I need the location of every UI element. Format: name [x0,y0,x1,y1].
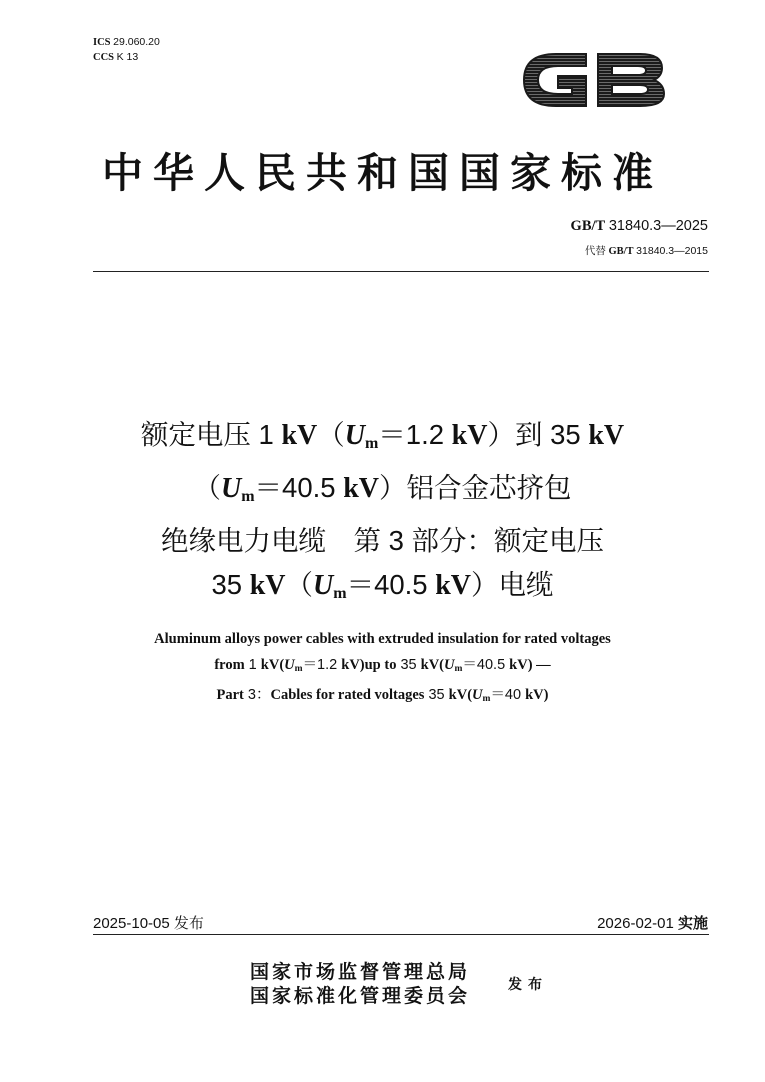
ics-code: ICS 29.060.20 [93,36,160,48]
ccs-code: CCS K 13 [93,51,139,63]
standard-title: 中华人民共和国国家标准 [102,149,663,197]
gb-logo [516,40,670,120]
title-cn-line-4: 35 $kV(U_m=40.5$ kV）电缆 [211,569,554,602]
issue-date: 2025-10-05 发布 [93,915,204,932]
replaces-note: 代替 GB/T 31840.3—2015 [584,245,708,257]
implementation-date: 2026-02-01 实施 [597,915,708,932]
issuing-authorities [250,960,470,1008]
title-chinese [0,413,765,616]
title-english [0,626,765,712]
title-en-line-1: Aluminum alloys power cables with extruded insulation for rated voltages [154,631,611,647]
header-divider [93,271,709,272]
footer-divider [93,934,709,935]
title-en-line-3: Part 3：Cables for rated voltages 35 $kV(U_m=40$ kV) [216,687,549,704]
standard-number: GB/T 31840.3—2025 [570,218,708,234]
issuer-samr: 国家市场监督管理总局 [250,961,471,983]
issuer-sac: 国家标准化管理委员会 [250,985,471,1007]
title-cn-line-3: 绝缘电力电缆 第 3 部分：额定电压 [160,525,605,556]
issued-label: 发布 [508,977,548,993]
title-cn-line-1: 额定电压 1 $kV(U_m=1.2$ kV）到 35 kV [140,419,625,452]
classification-codes [93,35,160,65]
title-cn-line-2: （$U_m=40.5$ kV）铝合金芯挤包 [193,472,572,505]
title-en-line-2: from 1 $kV(U_m=1.2$ kV)up to 35 $kV(U_m=40.5$ kV) — [214,657,551,674]
